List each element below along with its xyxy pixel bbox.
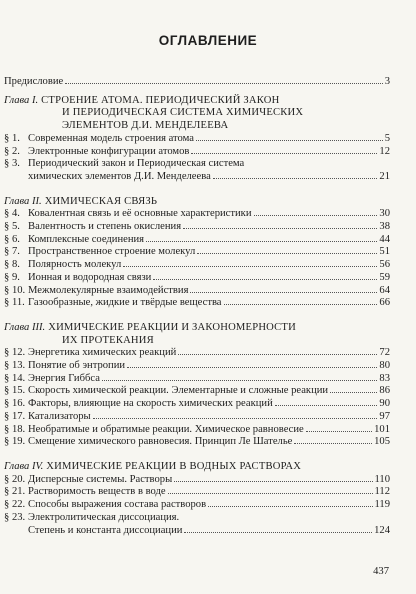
section-number: § 2. (4, 145, 20, 157)
toc-entry[interactable] (4, 221, 390, 234)
toc-entry[interactable] (4, 272, 390, 285)
entry-page: 112 (374, 486, 390, 498)
toc-entry[interactable] (4, 360, 390, 373)
leader-dots (294, 443, 372, 444)
toc-entry[interactable] (4, 208, 390, 221)
section-number: § 16. (4, 398, 26, 410)
entry-page: 56 (379, 259, 390, 271)
toc-entry[interactable] (4, 474, 390, 487)
entry-title: Ионная и водородная связи (28, 271, 152, 283)
section-number: § 3. (4, 158, 20, 170)
section-number: § 20. (4, 473, 26, 485)
chapter-title-cont: ЭЛЕМЕНТОВ Д.И. МЕНДЕЛЕЕВА (62, 120, 229, 132)
chapter-title: ХИМИЧЕСКИЕ РЕАКЦИИ И ЗАКОНОМЕРНОСТИ (48, 321, 296, 333)
entry-title: Валентность и степень окисления (28, 221, 182, 233)
leader-dots (306, 431, 372, 432)
entry-page: 21 (379, 170, 390, 182)
toc-entry[interactable] (4, 246, 390, 259)
table-of-contents (4, 76, 390, 537)
entry-title: Катализаторы (28, 410, 91, 422)
chapter-title: ХИМИЧЕСКАЯ СВЯЗЬ (44, 195, 158, 207)
toc-entry[interactable] (4, 133, 390, 146)
entry-title: Растворимость веществ в воде (28, 486, 166, 498)
toc-entry[interactable] (4, 512, 390, 525)
leader-dots (224, 304, 378, 305)
entry-title: Энергетика химических реакций (28, 347, 177, 359)
chapter-heading[interactable] (4, 196, 390, 209)
entry-title: Смещение химического равновесия. Принцип Ле Шателье (28, 436, 293, 448)
section-number: § 15. (4, 385, 26, 397)
entry-page: 5 (384, 132, 390, 144)
chapter-heading[interactable] (4, 95, 390, 108)
chapter-heading[interactable] (4, 461, 390, 474)
toc-entry[interactable] (4, 347, 390, 360)
leader-dots (208, 506, 372, 507)
entry-title: Энергия Гиббса (28, 372, 100, 384)
leader-dots (330, 392, 377, 393)
toc-entry[interactable] (4, 499, 390, 512)
entry-title: Дисперсные системы. Растворы (28, 473, 173, 485)
chapter-title-cont: ИХ ПРОТЕКАНИЯ (62, 334, 154, 346)
entry-page: 105 (374, 436, 390, 448)
entry-title: Газообразные, жидкие и твёрдые вещества (28, 297, 222, 309)
leader-dots (275, 405, 378, 406)
page-title: ОГЛАВЛЕНИЕ (158, 33, 258, 48)
entry-page: 38 (379, 221, 390, 233)
section-number: § 21. (4, 486, 26, 498)
entry-title-cont: химических элементов Д.И. Менделеева (28, 170, 211, 182)
leader-dots (184, 532, 372, 533)
entry-page: 90 (379, 398, 390, 410)
chapter-label: Глава IV. (4, 460, 44, 472)
entry-page: 30 (379, 208, 390, 220)
toc-entry[interactable] (4, 436, 390, 449)
leader-dots (178, 354, 377, 355)
leader-dots (65, 83, 382, 84)
section-number: § 19. (4, 436, 26, 448)
chapter-3 (4, 322, 390, 449)
entry-page: 83 (379, 372, 390, 384)
section-number: § 17. (4, 410, 26, 422)
entry-title: Полярность молекул (28, 259, 122, 271)
entry-title: Электролитическая диссоциация. (28, 511, 180, 523)
leader-dots (168, 493, 373, 494)
toc-entry-cont[interactable] (4, 171, 390, 184)
entry-page: 110 (374, 473, 390, 485)
entry-title: Пространственное строение молекул (28, 246, 196, 258)
toc-entry[interactable] (4, 385, 390, 398)
entry-title: Скорость химической реакции. Элементарные и сложные реакции (28, 385, 329, 397)
entry-page: 80 (379, 360, 390, 372)
toc-entry[interactable] (4, 158, 390, 171)
chapter-heading[interactable] (4, 322, 390, 335)
entry-page: 101 (374, 423, 390, 435)
entry-title: Периодический закон и Периодическая система (28, 158, 245, 170)
section-number: § 22. (4, 499, 26, 511)
toc-entry[interactable] (4, 259, 390, 272)
toc-entry[interactable] (4, 285, 390, 298)
toc-entry[interactable] (4, 146, 390, 159)
section-number: § 13. (4, 360, 26, 372)
section-number: § 23. (4, 511, 26, 523)
section-number: § 9. (4, 271, 20, 283)
leader-dots (191, 153, 377, 154)
entry-title: Комплексные соединения (28, 233, 145, 245)
entry-page: 124 (374, 524, 390, 536)
entry-page: 51 (379, 246, 390, 258)
toc-entry[interactable] (4, 424, 390, 437)
toc-entry-cont[interactable] (4, 525, 390, 538)
entry-title: Факторы, влияющие на скорость химических реакций (28, 398, 273, 410)
entry-title: Электронные конфигурации атомов (28, 145, 190, 157)
toc-entry[interactable] (4, 411, 390, 424)
section-number: § 18. (4, 423, 26, 435)
chapter-2 (4, 196, 390, 310)
entry-page: 66 (379, 297, 390, 309)
leader-dots (146, 241, 377, 242)
leader-dots (127, 367, 377, 368)
leader-dots (196, 140, 383, 141)
entry-page: 44 (379, 233, 390, 245)
section-number: § 12. (4, 347, 26, 359)
leader-dots (174, 481, 372, 482)
toc-entry[interactable] (4, 486, 390, 499)
toc-entry[interactable] (4, 234, 390, 247)
toc-entry[interactable] (4, 373, 390, 386)
entry-page: 64 (379, 284, 390, 296)
entry-title: Ковалентная связь и её основные характеристики (28, 208, 252, 220)
section-number: § 11. (4, 297, 25, 309)
entry-title: Современная модель строения атома (28, 132, 194, 144)
chapter-label: Глава III. (4, 321, 46, 333)
chapter-title: ХИМИЧЕСКИЕ РЕАКЦИИ В ВОДНЫХ РАСТВОРАХ (46, 460, 302, 472)
leader-dots (254, 215, 378, 216)
entry-title: Необратимые и обратимые реакции. Химическое равновесие (28, 423, 304, 435)
entry-title: Понятие об энтропии (28, 360, 126, 372)
section-number: § 10. (4, 284, 26, 296)
leader-dots (153, 279, 377, 280)
leader-dots (93, 418, 378, 419)
entry-page: 97 (379, 410, 390, 422)
leader-dots (213, 178, 378, 179)
entry-page: 3 (384, 76, 390, 87)
section-number: § 14. (4, 372, 26, 384)
entry-page: 119 (374, 499, 390, 511)
entry-title-cont: Степень и константа диссоциации (28, 524, 183, 536)
chapter-title: СТРОЕНИЕ АТОМА. ПЕРИОДИЧЕСКИЙ ЗАКОН (41, 94, 280, 106)
leader-dots (197, 253, 377, 254)
section-number: § 1. (4, 132, 20, 144)
toc-entry[interactable] (4, 297, 390, 310)
leader-dots (123, 266, 377, 267)
chapter-label: Глава I. (4, 94, 39, 106)
section-number: § 5. (4, 221, 20, 233)
chapter-title-cont: И ПЕРИОДИЧЕСКАЯ СИСТЕМА ХИМИЧЕСКИХ (62, 107, 304, 119)
leader-dots (102, 380, 378, 381)
leader-dots (190, 292, 377, 293)
entry-page: 72 (379, 347, 390, 359)
section-number: § 6. (4, 233, 20, 245)
entry-page: 59 (379, 271, 390, 283)
toc-entry-preface[interactable] (4, 76, 390, 89)
entry-title: Способы выражения состава растворов (28, 499, 207, 511)
entry-title: Межмолекулярные взаимодействия (28, 284, 189, 296)
entry-title: Предисловие (4, 76, 64, 87)
section-number: § 4. (4, 208, 20, 220)
section-number: § 7. (4, 246, 20, 258)
leader-dots (183, 228, 377, 229)
section-number: § 8. (4, 259, 20, 271)
entry-page: 12 (379, 145, 390, 157)
page-number: 437 (373, 566, 389, 577)
entry-page: 86 (379, 385, 390, 397)
chapter-1 (4, 95, 390, 184)
chapter-label: Глава II. (4, 195, 42, 207)
chapter-4 (4, 461, 390, 537)
toc-entry[interactable] (4, 398, 390, 411)
